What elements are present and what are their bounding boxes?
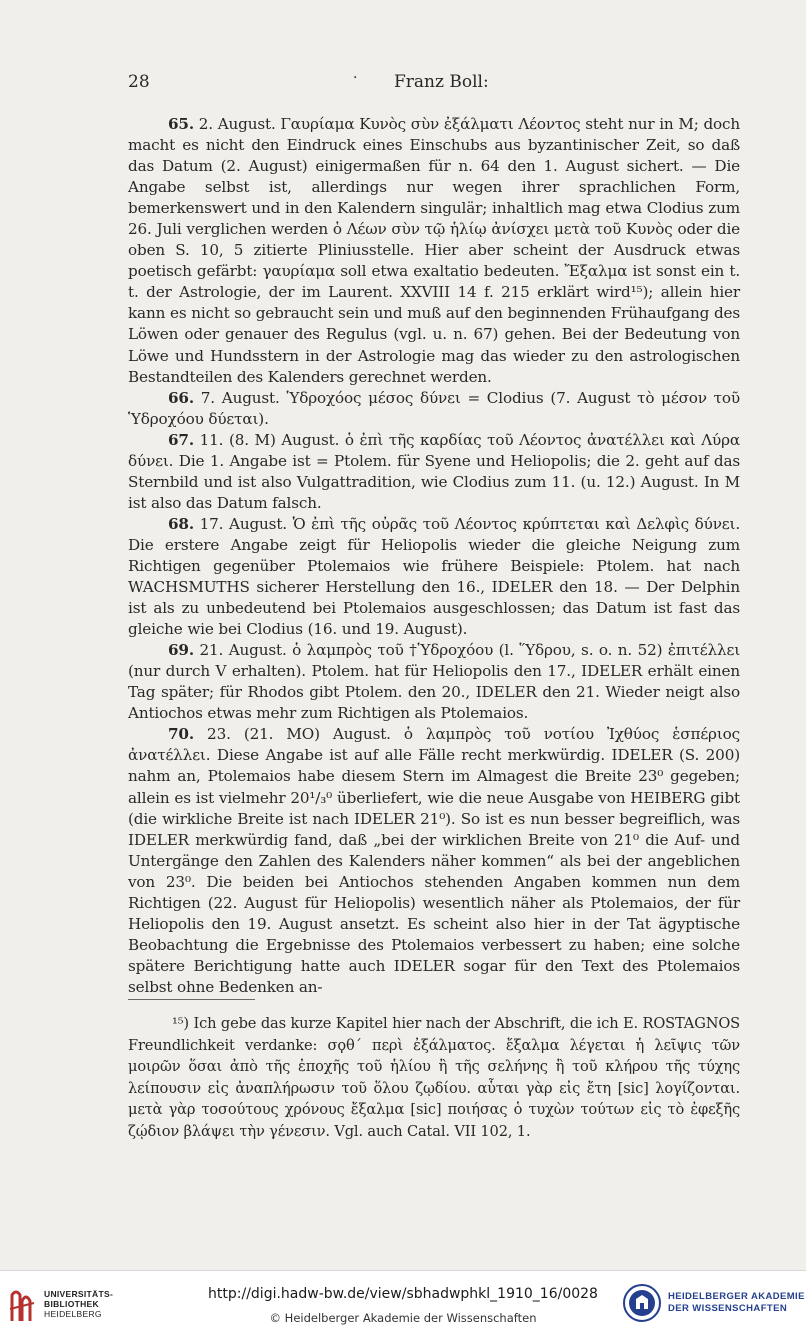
permalink-url[interactable]: http://digi.hadw-bw.de/view/sbhadwphkl_1910_16/0028 [208, 1286, 598, 1302]
paragraph-70 [128, 724, 740, 998]
footnote-text: ¹⁵) Ich gebe das kurze Kapitel hier nach der Abschrift, die ich E. ROSTAGNOS Freundlichkeit verdanke: σϙθ΄ περὶ ἐξάλματος. ἔξαλμα λέγεται ἡ λεῖψις τῶν μοιρῶν ὅσαι ἀπὸ τῆς ἐποχῆς τοῦ ἡλίου ἢ τῆς σελήνης ἢ τοῦ κλήρου τῆς τύχης λείπουσιν εἰς ἀναπλήρωσιν τοῦ ὅλου ζῳδίου. αὗται γὰρ εἰς ἔτη [sic] λογίζονται. μετὰ γὰρ τοσούτους χρόνους ἔξαλμα [sic] ποιήσας ὁ τυχὼν τούτων εἰς τὸ ἐφεξῆς ζῴδιον βλάψει τὴν γένεσιν. Vgl. auch Catal. VII 102, 1. [128, 1015, 740, 1140]
running-title: Franz Boll: [394, 72, 489, 92]
library-name-line: HEIDELBERG [44, 1309, 102, 1319]
footnote-divider [128, 999, 255, 1000]
academy-name-line: HEIDELBERGER AKADEMIE [668, 1291, 805, 1302]
paragraph-number: 66. [168, 388, 194, 407]
paragraph-number: 65. [168, 115, 194, 133]
academy-name [668, 1291, 805, 1315]
paragraph-text: 11. (8. M) August. ὁ ἐπὶ τῆς καρδίας τοῦ Λέοντος ἀνατέλλει καὶ Λύρα δύνει. Die 1. Angabe ist = Ptolem. für Syene und Heliopolis; die 2. geht auf das Sternbild und ist also Vulgattradition, wie Clodius zum 11. (u. 12.) August. In M ist also das Datum falsch. [128, 430, 740, 512]
page-number: 28 [128, 72, 150, 92]
paragraph-number: 70. [168, 725, 194, 744]
body-text [128, 114, 740, 998]
paragraph-67 [128, 430, 740, 514]
paragraph-69 [128, 640, 740, 724]
academy-seal-icon[interactable] [622, 1283, 662, 1323]
paragraph-66 [128, 388, 740, 430]
library-name-line: UNIVERSITÄTS- [44, 1289, 114, 1299]
academy-name-line: DER WISSENSCHAFTEN [668, 1303, 788, 1314]
header-mark: · [353, 70, 358, 86]
paragraph-text: 17. August. Ὁ ἐπὶ τῆς οὐρᾶς τοῦ Λέοντος κρύπτεται καὶ Δελφὶς δύνει. Die erstere Angabe zeigt für Heliopolis wieder die gleiche Neigung zum Richtigen gegenüber Ptolemaios wie frühere Beispiele: Ptolem. hat nach WACHSMUTHS sicherer Herstellung den 16., IDELER den 18. — Der Delphin ist als zu unbedeutend bei Ptolemaios ausgeschlossen; das Datum ist fast das gleiche wie bei Clodius (16. und 19. August). [128, 514, 740, 639]
page-header [128, 72, 740, 96]
copyright-notice: © Heidelberger Akademie der Wissenschaften [269, 1311, 537, 1325]
paragraph-number: 68. [168, 514, 194, 533]
paragraph-text: 23. (21. MO) August. ὁ λαμπρὸς τοῦ νοτίου Ἰχθύος ἑσπέριος ἀνατέλλει. Diese Angabe ist auf alle Fälle recht merkwürdig. IDELER (S. 200) nahm an, Ptolemaios habe diesem Stern im Almagest die Breite 23⁰ gegeben; allein es ist vielmehr 20¹/₃⁰ überliefert, wie die neue Ausgabe von HEIBERG gibt (die wirkliche Breite ist nach IDELER 21⁰). So ist es nun besser begreiflich, was IDELER merkwürdig fand, daß „bei der wirklichen Breite von 21⁰ die Auf- und Untergänge den Zahlen des Kalenders näher kommen“ als bei der angeblichen von 23⁰. Die beiden bei Antiochos stehenden Angaben kommen nun dem Richtigen (22. August für Heliopolis) wesentlich näher als Ptolemaios, der für Heliopolis den 19. August ansetzt. Es scheint also hier in der Tat ägyptische Beobachtung die Ergebnisse des Ptolemaios verbessert zu haben; eine solche spätere Berichtigung hatte auch IDELER sogar für den Text des Ptolemaios selbst ohne Bedenken an- [128, 725, 740, 996]
paragraph-number: 69. [168, 641, 194, 660]
paragraph-65 [128, 114, 740, 388]
paragraph-text: 7. August. Ὑδροχόος μέσος δύνει = Clodius (7. August τὸ μέσον τοῦ Ὑδροχόου δύεται). [128, 388, 740, 428]
paragraph-text: 21. August. ὁ λαμπρὸς τοῦ †Ὑδροχόου (l. Ὕδρου, s. o. n. 52) ἐπιτέλλει (nur durch V erhalten). Ptolem. hat für Heliopolis den 17., IDELER erhält einen Tag später; für Rhodos gibt Ptolem. den 20., IDELER den 21. Wieder neigt also Antiochos etwas mehr zum Richtigen als Ptolemaios. [128, 641, 740, 723]
viewer-footer [0, 1270, 806, 1331]
paragraph-text: 2. August. Γαυρίαμα Κυνὸς σὺν ἐξάλματι Λέοντος steht nur in M; doch macht es nicht den Eindruck eines Einschubs aus byzantinischer Zeit, so daß das Datum (2. August) einigermaßen für n. 64 den 1. August sichert. — Die Angabe selbst ist, allerdings nur wegen ihrer sprachlichen Form, bemerkenswert und in den Kalendern singulär; inhaltlich mag etwa Clodius zum 26. Juli verglichen werden ὁ Λέων σὺν τῷ ἡλίῳ ἀνίσχει μετὰ τοῦ Κυνὸς oder die oben S. 10, 5 zitierte Pliniusstelle. Hier aber scheint der Ausdruck etwas poetisch gefärbt: γαυρίαμα soll etwa exaltatio bedeuten. Ἔξαλμα ist sonst ein t. t. der Astrologie, der im Laurent. XXVIII 14 f. 215 erklärt wird¹⁵); allein hier kann es nicht so gebraucht sein und muß auf den beginnenden Frühaufgang des Löwen oder genauer des Regulus (vgl. u. n. 67) gehen. Bei der Bedeutung von Löwe und Hundsstern in der Astrologie mag das wieder zu den astrologischen Bestandteilen des Kalenders gerechnet werden. [128, 115, 740, 386]
library-name-line: BIBLIOTHEK [44, 1299, 99, 1309]
paragraph-68 [128, 514, 740, 640]
paragraph-number: 67. [168, 430, 194, 449]
footnote [128, 1013, 740, 1142]
